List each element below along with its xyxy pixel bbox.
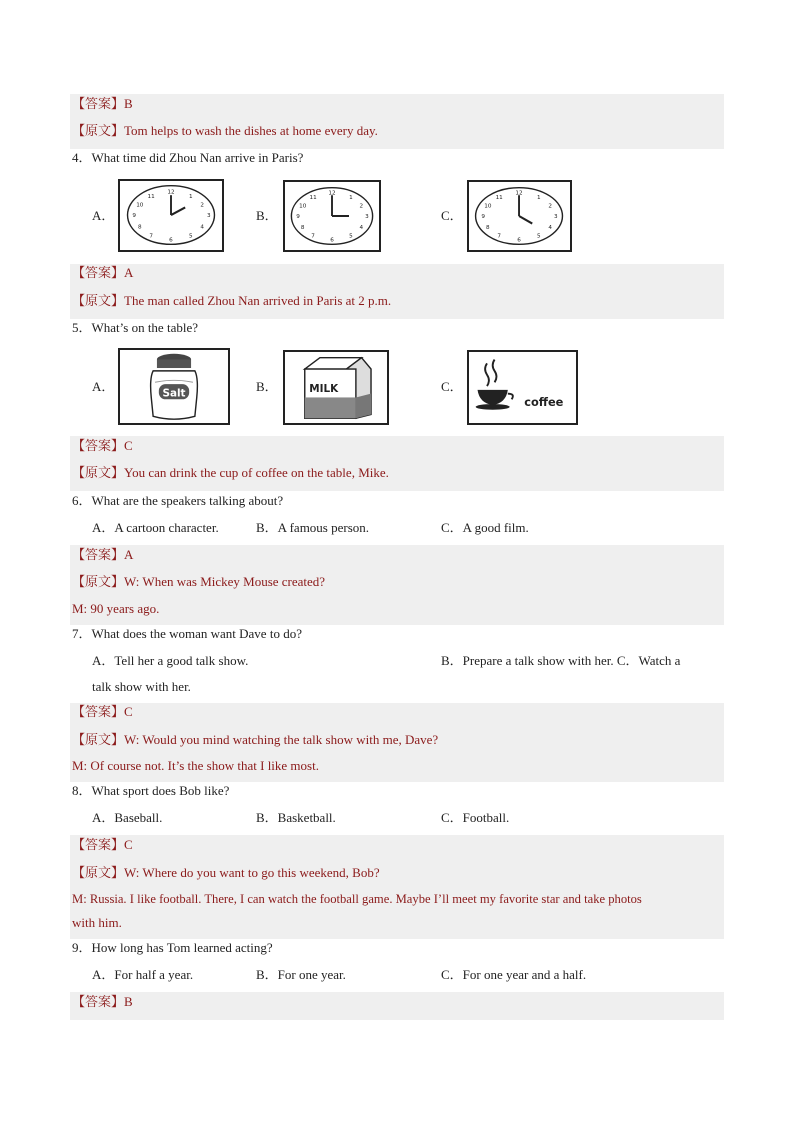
transcript-label: 【原文】	[72, 465, 125, 480]
answer-label: 【答案】	[72, 994, 125, 1009]
answer-band	[70, 703, 724, 730]
answer-label: 【答案】	[72, 96, 125, 111]
svg-text:1: 1	[537, 195, 541, 201]
svg-text:6: 6	[330, 237, 334, 244]
svg-text:5: 5	[349, 233, 353, 240]
transcript-text: Tom helps to wash the dishes at home every day.	[124, 123, 378, 138]
svg-text:2: 2	[548, 203, 552, 210]
option-c-label: C．	[441, 379, 463, 394]
option-a: A．A cartoon character.	[92, 520, 219, 535]
transcript-line-m-cont: with him.	[72, 915, 122, 930]
answer-label: 【答案】	[72, 704, 125, 719]
option-b-label: B．	[256, 379, 278, 394]
transcript-text: W: Would you mind watching the talk show with me, Dave?	[124, 732, 439, 747]
svg-text:9: 9	[296, 213, 300, 220]
answer-value: C	[124, 438, 133, 453]
transcript-label: 【原文】	[72, 574, 125, 589]
question-9: 9．How long has Tom learned acting?	[72, 940, 273, 955]
svg-text:7: 7	[311, 233, 315, 240]
svg-text:4: 4	[548, 225, 552, 232]
answer-value: B	[124, 994, 133, 1009]
question-7: 7．What does the woman want Dave to do?	[72, 626, 302, 641]
svg-text:11: 11	[147, 194, 155, 201]
answer-line	[72, 95, 133, 113]
clock-a-image	[118, 179, 224, 252]
option-a: A．Baseball.	[92, 810, 163, 825]
coffee-label-text: coffee	[524, 394, 564, 409]
transcript-text: You can drink the cup of coffee on the table, Mike.	[124, 465, 389, 480]
svg-text:2: 2	[200, 202, 204, 209]
svg-text:1: 1	[349, 195, 353, 201]
svg-text:8: 8	[138, 224, 142, 231]
svg-text:6: 6	[169, 237, 173, 244]
svg-text:4: 4	[200, 224, 204, 231]
answer-label: 【答案】	[72, 547, 125, 562]
salt-shaker-image	[118, 348, 230, 425]
svg-text:3: 3	[207, 212, 211, 219]
question-6: 6．What are the speakers talking about?	[72, 493, 284, 508]
option-b: B．For one year.	[256, 967, 346, 982]
answer-band	[70, 264, 724, 291]
question-8: 8．What sport does Bob like?	[72, 783, 230, 798]
transcript-label: 【原文】	[72, 865, 125, 880]
transcript-line	[72, 573, 325, 591]
clock-b-image	[283, 180, 381, 252]
svg-text:7: 7	[497, 233, 501, 240]
answer-band	[70, 94, 724, 121]
answer-line	[72, 703, 133, 721]
answer-line	[72, 993, 133, 1011]
option-b: B．A famous person.	[256, 520, 370, 535]
transcript-label: 【原文】	[72, 732, 125, 747]
transcript-text: W: When was Mickey Mouse created?	[124, 574, 326, 589]
answer-value: C	[124, 704, 133, 719]
option-b-c: B．Prepare a talk show with her. C．Watch a	[441, 653, 681, 668]
option-c: C．For one year and a half.	[441, 967, 587, 982]
milk-label-text: MILK	[309, 382, 339, 395]
transcript-text: W: Where do you want to go this weekend, Bob?	[124, 865, 380, 880]
option-a-label: A．	[92, 208, 115, 223]
salt-label-text: Salt	[162, 387, 186, 400]
transcript-line-m: M: Russia. I like football. There, I can watch the football game. Maybe I’ll meet my favorite star and take photos	[72, 892, 642, 906]
transcript-line	[72, 731, 438, 749]
answer-line	[72, 836, 133, 854]
answer-value: A	[124, 265, 134, 280]
answer-band	[70, 545, 724, 572]
option-a: A．For half a year.	[92, 967, 194, 982]
transcript-label: 【原文】	[72, 123, 125, 138]
option-a-label: A．	[92, 379, 115, 394]
transcript-line	[72, 464, 389, 482]
transcript-label: 【原文】	[72, 293, 125, 308]
question-4: 4．What time did Zhou Nan arrive in Paris?	[72, 150, 304, 165]
answer-label: 【答案】	[72, 265, 125, 280]
svg-text:3: 3	[365, 213, 369, 220]
svg-text:3: 3	[554, 213, 558, 220]
svg-text:11: 11	[309, 195, 317, 201]
transcript-line	[72, 292, 391, 310]
answer-band	[70, 835, 724, 862]
svg-text:12: 12	[515, 190, 523, 197]
svg-text:10: 10	[484, 203, 492, 210]
svg-text:6: 6	[517, 237, 521, 244]
answer-band	[70, 992, 724, 1020]
transcript-line-m: M: 90 years ago.	[72, 601, 160, 616]
answer-band	[70, 436, 724, 463]
answer-value: B	[124, 96, 133, 111]
svg-text:11: 11	[495, 195, 503, 201]
option-a: A．Tell her a good talk show.	[92, 653, 249, 668]
svg-text:9: 9	[481, 213, 485, 220]
svg-text:5: 5	[537, 233, 541, 240]
option-c-continued: talk show with her.	[92, 679, 191, 694]
svg-text:9: 9	[132, 212, 136, 219]
answer-label: 【答案】	[72, 837, 125, 852]
svg-text:4: 4	[359, 225, 364, 232]
milk-carton-image	[283, 350, 389, 425]
answer-line	[72, 264, 133, 282]
transcript-line	[72, 864, 380, 882]
question-5: 5．What’s on the table?	[72, 320, 198, 335]
answer-value: C	[124, 837, 133, 852]
svg-text:8: 8	[486, 225, 490, 232]
svg-text:2: 2	[359, 203, 364, 210]
svg-text:5: 5	[189, 233, 193, 240]
clock-c-image	[467, 180, 572, 252]
svg-text:12: 12	[167, 189, 175, 196]
option-b: B．Basketball.	[256, 810, 336, 825]
transcript-line-m: M: Of course not. It’s the show that I like most.	[72, 758, 319, 773]
option-c: C．A good film.	[441, 520, 529, 535]
svg-text:10: 10	[299, 203, 307, 210]
answer-value: A	[124, 547, 134, 562]
svg-text:8: 8	[300, 225, 305, 232]
svg-text:1: 1	[189, 194, 193, 201]
svg-text:7: 7	[149, 233, 153, 240]
answer-line	[72, 546, 133, 564]
transcript-text: The man called Zhou Nan arrived in Paris at 2 p.m.	[124, 293, 392, 308]
answer-line	[72, 437, 133, 455]
option-b-label: B．	[256, 208, 278, 223]
option-c: C．Football.	[441, 810, 510, 825]
option-c-label: C．	[441, 208, 463, 223]
coffee-cup-image	[467, 350, 578, 425]
transcript-line	[72, 122, 378, 140]
answer-label: 【答案】	[72, 438, 125, 453]
svg-text:10: 10	[136, 202, 144, 209]
svg-text:12: 12	[328, 190, 336, 197]
